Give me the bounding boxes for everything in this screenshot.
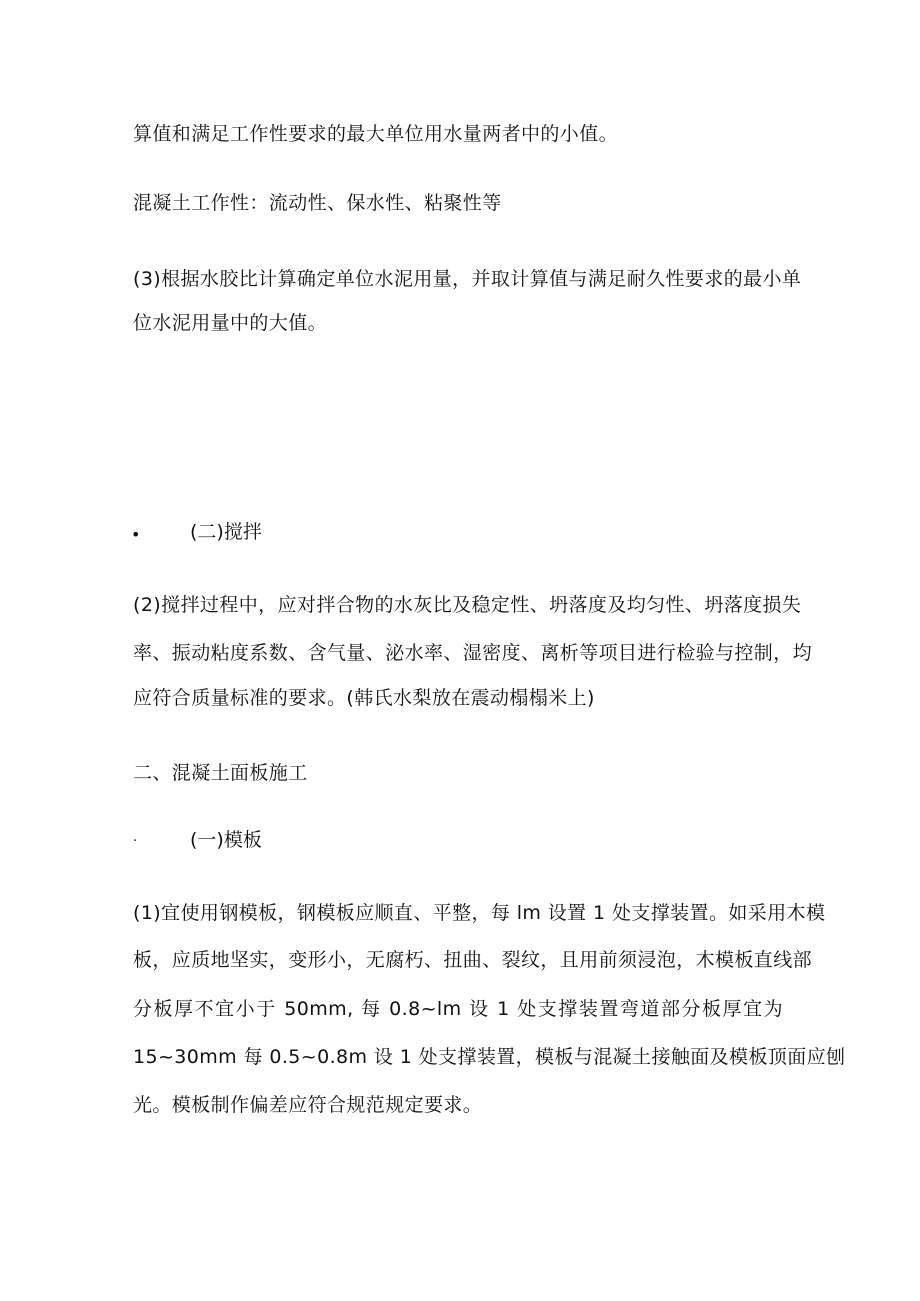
paragraph-line: 率、振动粘度系数、含气量、泌水率、湿密度、离析等项目进行检验与控制，均 <box>133 642 813 664</box>
paragraph-line: 应符合质量标准的要求。(韩氏水梨放在震动榻榻米上) <box>133 687 595 709</box>
section-heading-concrete-panel: 二、混凝土面板施工 <box>133 762 308 784</box>
paragraph-line: 位水泥用量中的大值。 <box>133 312 328 334</box>
paragraph-line: 算值和满足工作性要求的最大单位用水量两者中的小值。 <box>133 123 619 145</box>
paragraph-line: 分板厚不宜小于 50mm, 每 0.8~lm 设 1 处支撑装置弯道部分板厚宜为 <box>133 998 783 1020</box>
paragraph-line: (3)根据水胶比计算确定单位水泥用量，并取计算值与满足耐久性要求的最小单 <box>133 268 802 290</box>
paragraph-line: (2)搅拌过程中，应对拌合物的水灰比及稳定性、坍落度及均匀性、坍落度损失 <box>133 594 802 616</box>
section-heading-mixing: (二)搅拌 <box>190 521 262 543</box>
paragraph-line: 15~30mm 每 0.5~0.8m 设 1 处支撑装置，模板与混凝土接触面及模板顶面应刨 <box>133 1046 846 1068</box>
paragraph-line: 混凝土工作性：流动性、保水性、粘聚性等 <box>133 192 502 214</box>
paragraph-line: 光。模板制作偏差应符合规范规定要求。 <box>133 1094 483 1116</box>
bullet-marker: • <box>131 525 141 544</box>
paragraph-line: 板，应质地坚实，变形小，无腐朽、扭曲、裂纹，且用前须浸泡，木模板直线部 <box>133 949 813 971</box>
section-heading-formwork: (一)模板 <box>190 829 262 851</box>
bullet-marker: · <box>133 834 138 849</box>
paragraph-line: (1)宜使用钢模板，钢模板应顺直、平整，每 lm 设置 1 处支撑装置。如采用木模 <box>133 902 826 924</box>
